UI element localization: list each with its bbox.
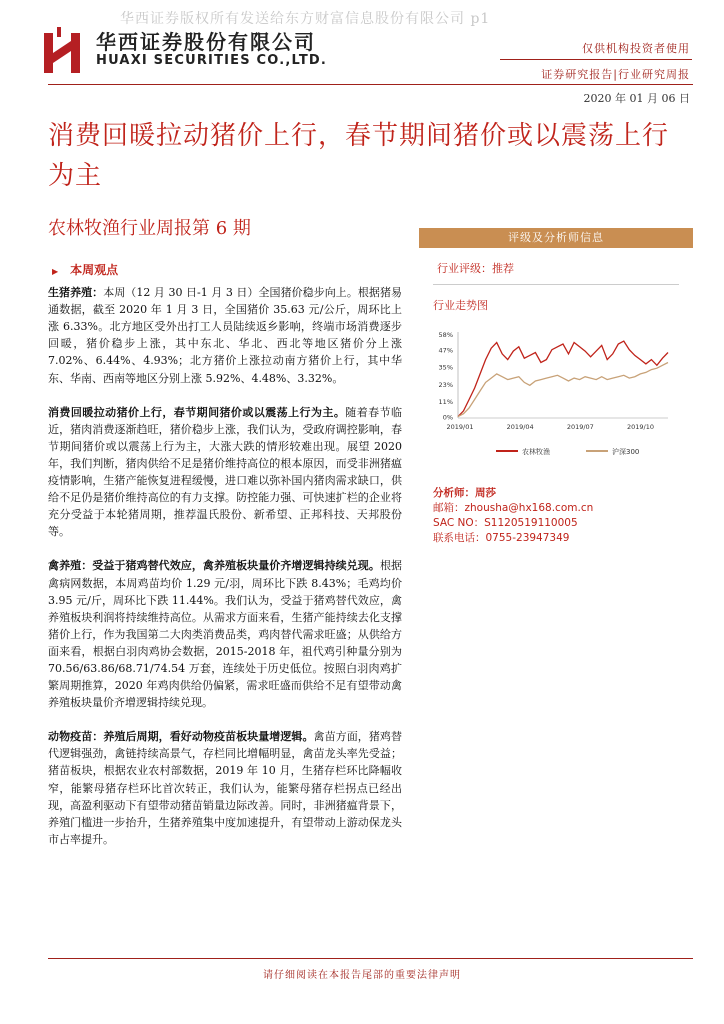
report-subtitle: 农林牧渔行业周报第 6 期 bbox=[48, 218, 251, 239]
audience-note: 仅供机构投资者使用 bbox=[582, 42, 690, 55]
company-name-en: HUAXI SECURITIES CO.,LTD. bbox=[96, 53, 328, 68]
paragraph-outlook bbox=[48, 404, 402, 541]
panel-header: 评级及分析师信息 bbox=[419, 228, 693, 248]
paragraph-vaccine bbox=[48, 728, 402, 848]
analyst-name: 分析师：周莎 bbox=[433, 487, 496, 499]
analyst-phone: 联系电话：0755-23947349 bbox=[433, 532, 570, 544]
y-tick-label: 35% bbox=[438, 363, 453, 372]
paragraph-text: 禽苗方面，猪鸡替代逻辑强劲，禽链持续高景气，存栏同比增幅明显，禽苗龙头率先受益；猪苗板块，根据农业农村部数据，2019 年 10 月，生猪存栏环比降幅收窄，能繁母猪存栏环比首次转正，我们认为，能繁母猪存栏拐点已经出现，高盈利驱动下有望带动猪苗销量边际改善。同时，非洲猪瘟背景下，养殖门槛进一步抬升，生猪养殖集中度加速提升，有望带动上游动保龙头市占率提升。 bbox=[48, 730, 402, 846]
paragraph-lead: 动物疫苗：养殖后周期，看好动物疫苗板块量增逻辑。 bbox=[48, 730, 314, 744]
analyst-info bbox=[433, 486, 593, 546]
footer-rule bbox=[48, 958, 693, 959]
y-tick-label: 0% bbox=[442, 413, 453, 422]
x-tick-label: 2019/01 bbox=[446, 423, 474, 431]
paragraph-pig bbox=[48, 284, 402, 387]
x-tick-label: 2019/07 bbox=[566, 423, 594, 431]
header-divider bbox=[500, 59, 692, 60]
paragraph-text: 随着春节临近，猪肉消费逐渐趋旺，猪价稳步上涨，我们认为，受政府调控影响，春节期间猪价或以震荡上行为主，大涨大跌的情形较难出现。展望 2020 年，我们判断，猪肉供给不足是猪价维持高位的根本原因，而受非洲猪瘟疫情影响，生猪产能恢复进程缓慢，进口难以弥补国内猪肉需求缺口，供给不足仍是猪价维持高位的有力支撑。防控能力强、可快速扩栏的企业将充分受益于本轮猪周期，推荐温氏股份、新希望、正邦科技、天邦股份等。 bbox=[48, 405, 402, 539]
paragraph-lead: 消费回暖拉动猪价上行，春节期间猪价或以震荡上行为主。 bbox=[48, 405, 346, 419]
paragraph-text: 本周（12 月 30 日-1 月 3 日）全国猪价稳步向上。根据猪易通数据，截至 2020 年 1 月 3 日，全国猪价 35.63 元/公斤，周环比上涨 6.33%。北方地区受外出打工人员陆续返乡影响，终端市场消费逐步回暖，猪价稳步上涨，其中东北、华北、西北等地区猪价分上涨 7.02%、6.44%、4.93%；北方猪价上涨拉动南方猪价上行，其中华东、华南、西南等地区分别上涨 5.92%、4.48%、3.32%。 bbox=[48, 286, 403, 385]
x-tick-label: 2019/10 bbox=[626, 423, 655, 431]
watermark: 华西证券版权所有发送给东方财富信息股份有限公司 p1 bbox=[120, 11, 491, 27]
trend-title: 行业走势图 bbox=[433, 299, 488, 312]
footer-notice: 请仔细阅读在本报告尾部的重要法律声明 bbox=[263, 970, 461, 981]
paragraph-poultry bbox=[48, 557, 402, 711]
header-rule bbox=[48, 84, 693, 85]
analyst-email: 邮箱：zhousha@hx168.com.cn bbox=[433, 502, 594, 514]
legend-label: 沪深300 bbox=[612, 448, 640, 456]
x-tick-label: 2019/04 bbox=[506, 423, 534, 431]
report-category: 证券研究报告|行业研究周报 bbox=[541, 68, 690, 81]
legend-label: 农林牧渔 bbox=[522, 448, 550, 456]
y-tick-label: 47% bbox=[438, 346, 453, 355]
industry-rating: 行业评级：推荐 bbox=[437, 262, 514, 275]
y-tick-label: 11% bbox=[438, 397, 453, 406]
main-content bbox=[48, 262, 402, 865]
y-tick-label: 23% bbox=[438, 380, 453, 389]
huaxi-logo-icon bbox=[44, 27, 80, 73]
report-title: 消费回暖拉动猪价上行，春节期间猪价或以震荡上行为主 bbox=[48, 121, 670, 191]
trend-chart bbox=[426, 326, 680, 462]
rating-panel bbox=[419, 228, 693, 313]
report-date: 2020 年 01 月 06 日 bbox=[583, 92, 690, 105]
series-line-hs300 bbox=[458, 363, 668, 417]
paragraph-lead: 禽养殖：受益于猪鸡替代效应，禽养殖板块量价齐增逻辑持续兑现。 bbox=[48, 559, 380, 573]
section-heading bbox=[48, 262, 402, 280]
paragraph-lead: 生猪养殖： bbox=[48, 286, 104, 300]
y-tick-label: 58% bbox=[438, 331, 453, 339]
section-heading-text: 本周观点 bbox=[70, 263, 119, 277]
company-name-cn: 华西证券股份有限公司 bbox=[96, 30, 316, 54]
analyst-sac: SAC NO：S1120519110005 bbox=[433, 517, 578, 529]
triangle-marker-icon: ▶ bbox=[52, 266, 59, 276]
paragraph-text: 根据禽病网数据，本周鸡苗均价 1.29 元/羽，周环比下跌 8.43%；毛鸡均价 3.95 元/斤，周环比下跌 11.44%。我们认为，受益于猪鸡替代效应，禽养殖板块利润将持续维持高位。从需求方面来看，生猪产能持续去化支撑猪价上行，作为我国第二大肉类消费品类，鸡肉替代需求旺盛；从供给方面来看，根据白羽肉鸡协会数据，2015-2018 年，祖代鸡引种量分别为 70.56/63.86/68.71/74.54 万套，连续处于历史低位。按照白羽肉鸡扩繁周期推算，2020 年鸡肉供给仍偏紧，需求旺盛而供给不足有望带动禽养殖板块量价齐增逻辑持续兑现。 bbox=[48, 559, 403, 710]
